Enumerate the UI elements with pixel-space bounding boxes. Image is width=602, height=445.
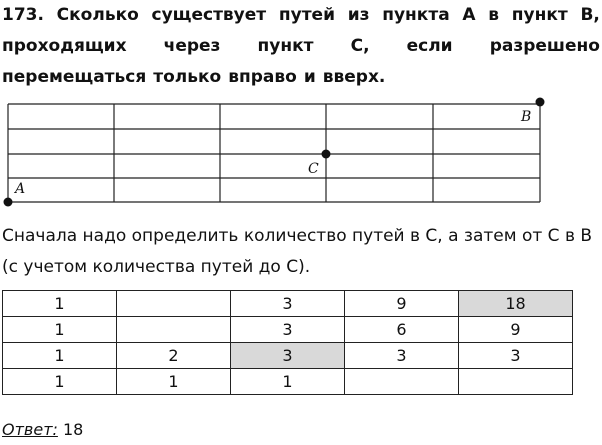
problem-line-3 — [2, 62, 600, 93]
table-cell: 18 — [459, 291, 573, 317]
problem-line-2-word: если — [406, 36, 453, 56]
problem-line-3-word: и — [303, 67, 316, 87]
problem-line-3-word: только — [153, 67, 222, 87]
table-cell: 3 — [231, 317, 345, 343]
problem-line-3-word: вправо — [228, 67, 297, 87]
point-c-dot — [322, 150, 331, 159]
problem-line-1-word: путей — [278, 5, 335, 25]
table-cell: 9 — [459, 317, 573, 343]
table-cell: 3 — [345, 343, 459, 369]
problem-line-2-word: проходящих — [2, 36, 127, 56]
table-cell: 1 — [117, 369, 231, 395]
table-row — [3, 291, 573, 317]
problem-line-2-word: C, — [350, 36, 370, 56]
answer — [2, 420, 83, 439]
table-cell — [117, 291, 231, 317]
table-cell: 3 — [459, 343, 573, 369]
problem-statement — [2, 0, 600, 93]
problem-line-3-word: вверх. — [322, 67, 386, 87]
path-count-table — [2, 290, 573, 395]
point-a-dot — [4, 198, 13, 207]
problem-line-1-word: из — [347, 5, 370, 25]
problem-line-1-word: пункта — [382, 5, 450, 25]
point-a-label: A — [15, 181, 26, 197]
explanation-text: Сначала надо определить количество путей в С, а затем от С в В (с учетом количества путей до С). — [2, 226, 593, 277]
point-c-label: C — [308, 161, 319, 177]
problem-number: 173. — [2, 5, 44, 25]
table-cell — [459, 369, 573, 395]
grid-lines — [8, 104, 540, 202]
answer-label: Ответ: — [2, 420, 58, 439]
table-cell: 1 — [231, 369, 345, 395]
table-row — [3, 343, 573, 369]
answer-value: 18 — [63, 420, 84, 439]
problem-line-1-word: A — [462, 5, 476, 25]
table-cell: 1 — [3, 291, 117, 317]
problem-line-3-word: перемещаться — [2, 67, 147, 87]
problem-line-1 — [2, 0, 600, 31]
problem-line-2-word: пункт — [257, 36, 314, 56]
table-cell: 9 — [345, 291, 459, 317]
table-cell: 1 — [3, 343, 117, 369]
problem-line-2-word: разрешено — [489, 36, 600, 56]
table-row — [3, 369, 573, 395]
problem-line-2 — [2, 31, 600, 62]
problem-line-1-word: Сколько — [56, 5, 139, 25]
problem-line-2-word: через — [163, 36, 221, 56]
table-cell: 2 — [117, 343, 231, 369]
problem-line-1-word: существует — [151, 5, 267, 25]
point-b-dot — [536, 98, 545, 107]
table-cell — [117, 317, 231, 343]
problem-line-1-word: в — [488, 5, 500, 25]
point-b-label: B — [521, 109, 532, 125]
table-cell — [345, 369, 459, 395]
problem-line-1-word: пункт — [511, 5, 568, 25]
table-cell: 3 — [231, 343, 345, 369]
problem-line-1-word: B, — [580, 5, 600, 25]
grid-figure — [0, 96, 602, 211]
table-cell: 6 — [345, 317, 459, 343]
table-row — [3, 317, 573, 343]
table-cell: 3 — [231, 291, 345, 317]
table-cell: 1 — [3, 317, 117, 343]
table-cell: 1 — [3, 369, 117, 395]
